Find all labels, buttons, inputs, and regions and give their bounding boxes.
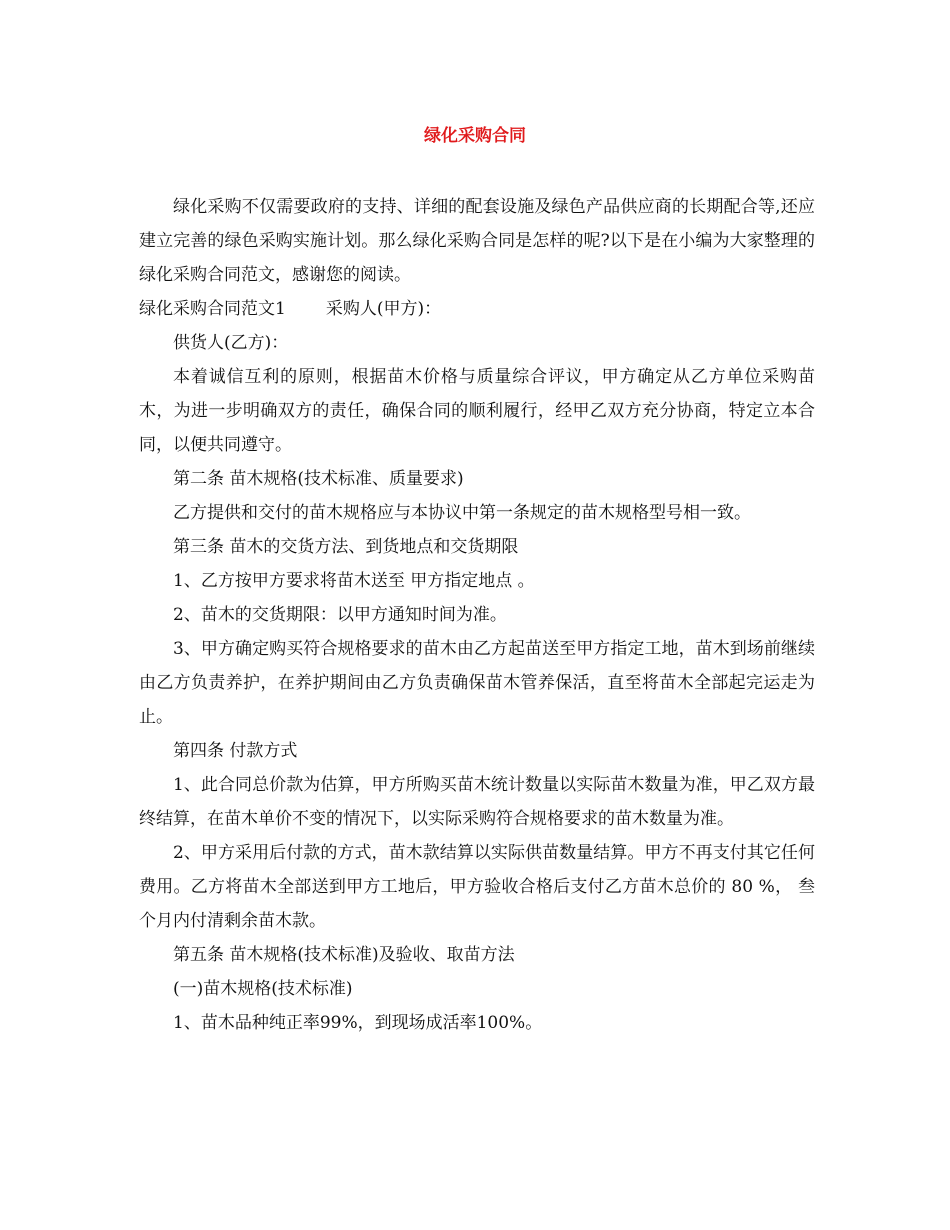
article-4-item-1: 1、此合同总价款为估算，甲方所购买苗木统计数量以实际苗木数量为准，甲乙双方最终结算，在苗木单价不变的情况下，以实际采购符合规格要求的苗木数量为准。 [139, 775, 815, 829]
intro-paragraph: 绿化采购不仅需要政府的支持、详细的配套设施及绿色产品供应商的长期配合等,还应建立完善的绿色采购实施计划。那么绿化采购合同是怎样的呢?以下是在小编为大家整理的绿化采购合同范文，感谢您的阅读。 [139, 197, 815, 285]
document-body [139, 190, 815, 1040]
article-4-item-2: 2、甲方采用后付款的方式，苗木款结算以实际供苗数量结算。甲方不再支付其它任何费用。乙方将苗木全部送到甲方工地后，甲方验收合格后支付乙方苗木总价的 80 %， 叁 个月内付清剩余苗木款。 [139, 843, 815, 931]
buyer-label: 采购人(甲方)： [325, 299, 442, 319]
article-5-subheading: (一)苗木规格(技术标准) [173, 979, 353, 999]
article-2-text: 乙方提供和交付的苗木规格应与本协议中第一条规定的苗木规格型号相一致。 [173, 503, 751, 523]
article-5-heading: 第五条 苗木规格(技术标准)及验收、取苗方法 [173, 945, 515, 965]
article-4-heading: 第四条 付款方式 [173, 741, 298, 761]
article-3-item-2: 2、苗木的交货期限：以甲方通知时间为准。 [173, 605, 507, 625]
article-2-heading: 第二条 苗木规格(技术标准、质量要求) [173, 469, 464, 489]
supplier-line: 供货人(乙方)： [173, 333, 289, 353]
article-5-item-1: 1、苗木品种纯正率99%，到现场成活率100%。 [173, 1013, 543, 1033]
document-title: 绿化采购合同 [424, 126, 526, 146]
preamble-paragraph: 本着诚信互利的原则，根据苗木价格与质量综合评议，甲方确定从乙方单位采购苗木，为进一步明确双方的责任，确保合同的顺利履行，经甲乙双方充分协商，特定立本合同，以便共同遵守。 [139, 367, 815, 455]
sample-label: 绿化采购合同范文1 [139, 299, 286, 319]
sample-heading-line [139, 292, 815, 326]
article-3-heading: 第三条 苗木的交货方法、到货地点和交货期限 [173, 537, 519, 557]
article-3-item-3: 3、甲方确定购买符合规格要求的苗木由乙方起苗送至甲方指定工地，苗木到场前继续由乙方负责养护，在养护期间由乙方负责确保苗木管养保活，直至将苗木全部起完运走为止。 [139, 639, 815, 727]
article-3-item-1: 1、乙方按甲方要求将苗木送至 甲方指定地点 。 [173, 571, 535, 591]
